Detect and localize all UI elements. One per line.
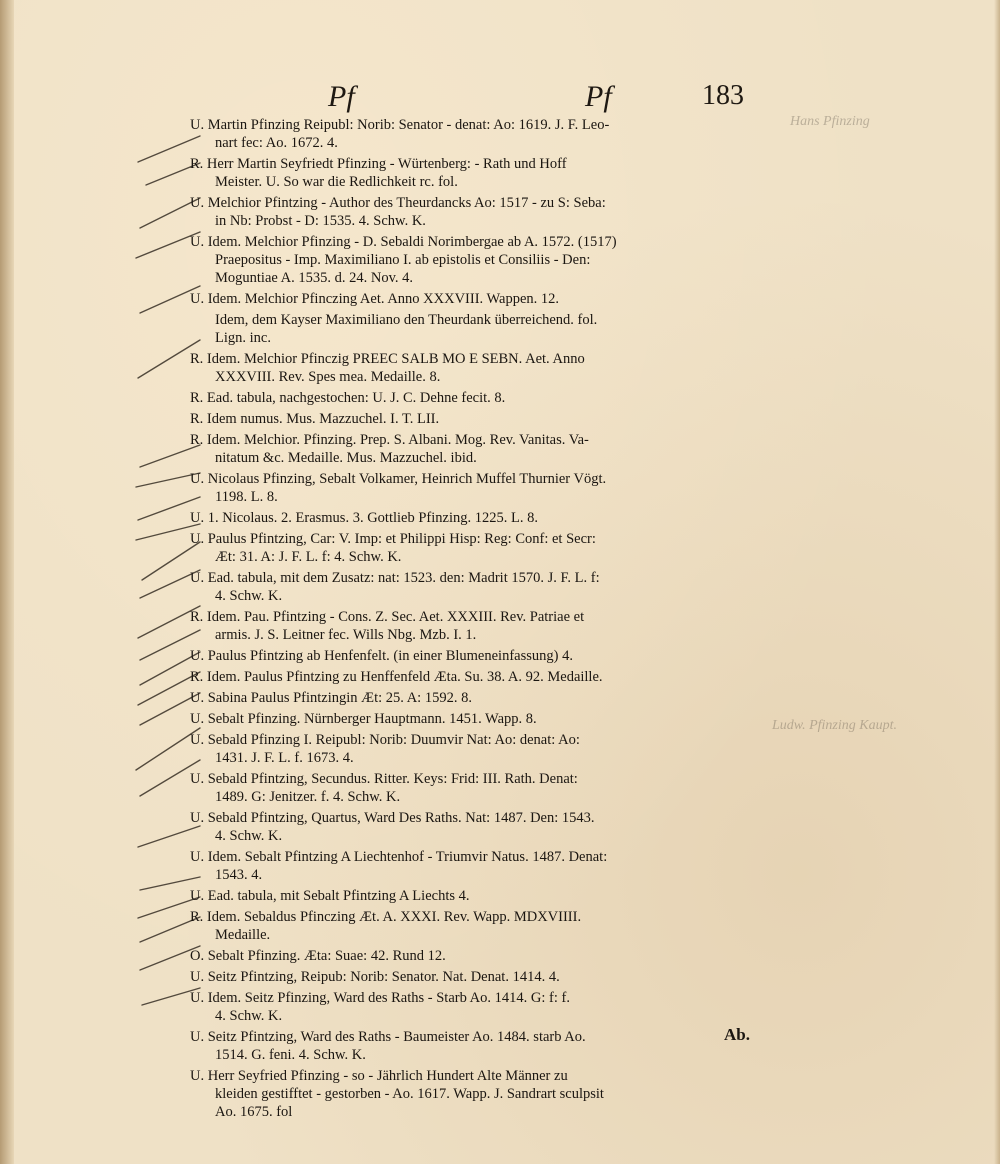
entry-line: O. Sebalt Pfinzing. Æta: Suae: 42. Rund 12. (190, 948, 446, 964)
entry-line: XXXVIII. Rev. Spes mea. Medaille. 8. (215, 369, 441, 385)
entry-line: U. Seitz Pfintzing, Ward des Raths - Baumeister Ao. 1484. starb Ao. (190, 1029, 586, 1045)
entry-melchior-2 (190, 233, 755, 287)
entry-line: U. Sebalt Pfinzing. Nürnberger Hauptmann. 1451. Wapp. 8. (190, 711, 537, 727)
entry-line: 1489. G: Jenitzer. f. 4. Schw. K. (215, 789, 401, 805)
entry-line: Æt: 31. A: J. F. L. f: 4. Schw. K. (215, 549, 402, 565)
entry-line: R. Herr Martin Seyfriedt Pfinzing - Würtenberg: - Rath und Hoff (190, 156, 567, 172)
entry-sebalt-1 (190, 710, 755, 728)
entry-melchior-7 (190, 410, 755, 428)
entry-line: U. Sebald Pfintzing, Quartus, Ward Des Raths. Nat: 1487. Den: 1543. (190, 810, 595, 826)
catchword: Ab. (724, 1025, 750, 1044)
pencil-note-top: Hans Pfinzing (790, 114, 870, 129)
entry-line: U. Ead. tabula, mit dem Zusatz: nat: 1523. den: Madrit 1570. J. F. L. f: (190, 570, 600, 586)
page-number: 183 (702, 80, 744, 111)
entry-melchior-6 (190, 389, 755, 407)
entry-paulus-4 (190, 647, 755, 665)
entry-seyfried (190, 1067, 755, 1121)
entry-martin-2 (190, 155, 755, 191)
entry-line: U. Martin Pfinzing Reipubl: Norib: Senator - denat: Ao: 1619. J. F. Leo- (190, 117, 610, 133)
entry-line: 1198. L. 8. (215, 489, 278, 505)
entry-line: Ao. 1675. fol (215, 1104, 293, 1120)
entry-line: Idem, dem Kayser Maximiliano den Theurdank überreichend. fol. (215, 312, 598, 328)
entry-sabina (190, 689, 755, 707)
entry-sebalt-5 (190, 848, 755, 884)
entry-line: Medaille. (215, 927, 271, 943)
running-head-center: Pf (585, 80, 612, 113)
entry-line: R. Idem. Pau. Pfintzing - Cons. Z. Sec. Aet. XXXIII. Rev. Patriae et (190, 609, 585, 625)
entry-line: nitatum &c. Medaille. Mus. Mazzuchel. ibid. (215, 450, 477, 466)
entry-sebalt-6 (190, 887, 755, 905)
entry-sebald-3 (190, 770, 755, 806)
entry-line: R. Idem numus. Mus. Mazzuchel. I. T. LII. (190, 411, 440, 427)
entry-line: 4. Schw. K. (215, 828, 283, 844)
entry-line: U. Seitz Pfintzing, Reipub: Norib: Senator. Nat. Denat. 1414. 4. (190, 969, 560, 985)
entry-melchior-5 (190, 350, 755, 386)
entry-line: 1514. G. feni. 4. Schw. K. (215, 1047, 366, 1063)
entry-nicolaus-1 (190, 470, 755, 506)
entry-line: R. Ead. tabula, nachgestochen: U. J. C. Dehne fecit. 8. (190, 390, 506, 406)
entry-line: U. Idem. Sebalt Pfintzing A Liechtenhof - Triumvir Natus. 1487. Denat: (190, 849, 608, 865)
entry-sebald-4 (190, 809, 755, 845)
entry-sebalt-8 (190, 947, 755, 965)
entry-paulus-5 (190, 668, 755, 686)
entry-paulus-1 (190, 530, 755, 566)
entry-line: armis. J. S. Leitner fec. Wills Nbg. Mzb. I. 1. (215, 627, 477, 643)
entry-line: in Nb: Probst - D: 1535. 4. Schw. K. (215, 213, 426, 229)
entry-line: U. Idem. Seitz Pfinzing, Ward des Raths - Starb Ao. 1414. G: f: f. (190, 990, 570, 1006)
running-head-left: Pf (328, 80, 355, 113)
entry-line: U. Sabina Paulus Pfintzingin Æt: 25. A: 1592. 8. (190, 690, 472, 706)
entry-line: R. Idem. Melchior. Pfinzing. Prep. S. Albani. Mog. Rev. Vanitas. Va- (190, 432, 589, 448)
entry-seitz-1 (190, 968, 755, 986)
entry-paulus-3 (190, 608, 755, 644)
entry-sebald-2 (190, 731, 755, 767)
entry-line: 1431. J. F. L. f. 1673. 4. (215, 750, 354, 766)
entry-line: Moguntiae A. 1535. d. 24. Nov. 4. (215, 270, 414, 286)
entry-line: U. Herr Seyfried Pfinzing - so - Jährlich Hundert Alte Männer zu (190, 1068, 568, 1084)
entry-melchior-4 (190, 311, 755, 347)
entry-martin-1 (190, 116, 755, 152)
entry-line: kleiden gestifftet - gestorben - Ao. 1617. Wapp. J. Sandrart sculpsit (215, 1086, 604, 1102)
entry-paulus-2 (190, 569, 755, 605)
entry-line: R. Idem. Sebaldus Pfinczing Æt. A. XXXI. Rev. Wapp. MDXVIIII. (190, 909, 582, 925)
entry-line: U. Sebald Pfintzing, Secundus. Ritter. Keys: Frid: III. Rath. Denat: (190, 771, 578, 787)
entry-line: R. Idem. Melchior Pfinczig PREEC SALB MO E SEBN. Aet. Anno (190, 351, 585, 367)
entry-line: Praepositus - Imp. Maximiliano I. ab epistolis et Consiliis - Den: (215, 252, 591, 268)
entry-line: 4. Schw. K. (215, 588, 283, 604)
entry-line: U. Idem. Melchior Pfinczing Aet. Anno XXXVIII. Wappen. 12. (190, 291, 560, 307)
entry-line: U. Paulus Pfintzing ab Henfenfelt. (in einer Blumeneinfassung) 4. (190, 648, 573, 664)
entry-line: 4. Schw. K. (215, 1008, 283, 1024)
entry-melchior-3 (190, 290, 755, 308)
entry-sebaldus-7 (190, 908, 755, 944)
entry-line: 1543. 4. (215, 867, 263, 883)
entry-line: R. Idem. Paulus Pfintzing zu Henffenfeld Æta. Su. 38. A. 92. Medaille. (190, 669, 603, 685)
entry-line: Meister. U. So war die Redlichkeit rc. fol. (215, 174, 458, 190)
entry-line: U. Idem. Melchior Pfinzing - D. Sebaldi Norimbergae ab A. 1572. (1517) (190, 234, 617, 250)
entry-line: nart fec: Ao. 1672. 4. (215, 135, 338, 151)
entry-melchior-8 (190, 431, 755, 467)
entry-line: U. Sebald Pfinzing I. Reipubl: Norib: Duumvir Nat: Ao: denat: Ao: (190, 732, 580, 748)
entry-seitz-2 (190, 989, 755, 1025)
entry-nicolaus-2 (190, 509, 755, 527)
entry-line: U. Nicolaus Pfinzing, Sebalt Volkamer, Heinrich Muffel Thurnier Vögt. (190, 471, 607, 487)
catalog-entries (190, 116, 755, 1124)
entry-seitz-3 (190, 1028, 755, 1064)
entry-line: Lign. inc. (215, 330, 271, 346)
entry-line: U. 1. Nicolaus. 2. Erasmus. 3. Gottlieb Pfinzing. 1225. L. 8. (190, 510, 538, 526)
entry-line: U. Ead. tabula, mit Sebalt Pfintzing A Liechts 4. (190, 888, 470, 904)
entry-melchior-1 (190, 194, 755, 230)
entry-line: U. Paulus Pfintzing, Car: V. Imp: et Philippi Hisp: Reg: Conf: et Secr: (190, 531, 596, 547)
entry-line: U. Melchior Pfintzing - Author des Theurdancks Ao: 1517 - zu S: Seba: (190, 195, 606, 211)
pencil-note-middle: Ludw. Pfinzing Kaupt. (772, 718, 897, 733)
